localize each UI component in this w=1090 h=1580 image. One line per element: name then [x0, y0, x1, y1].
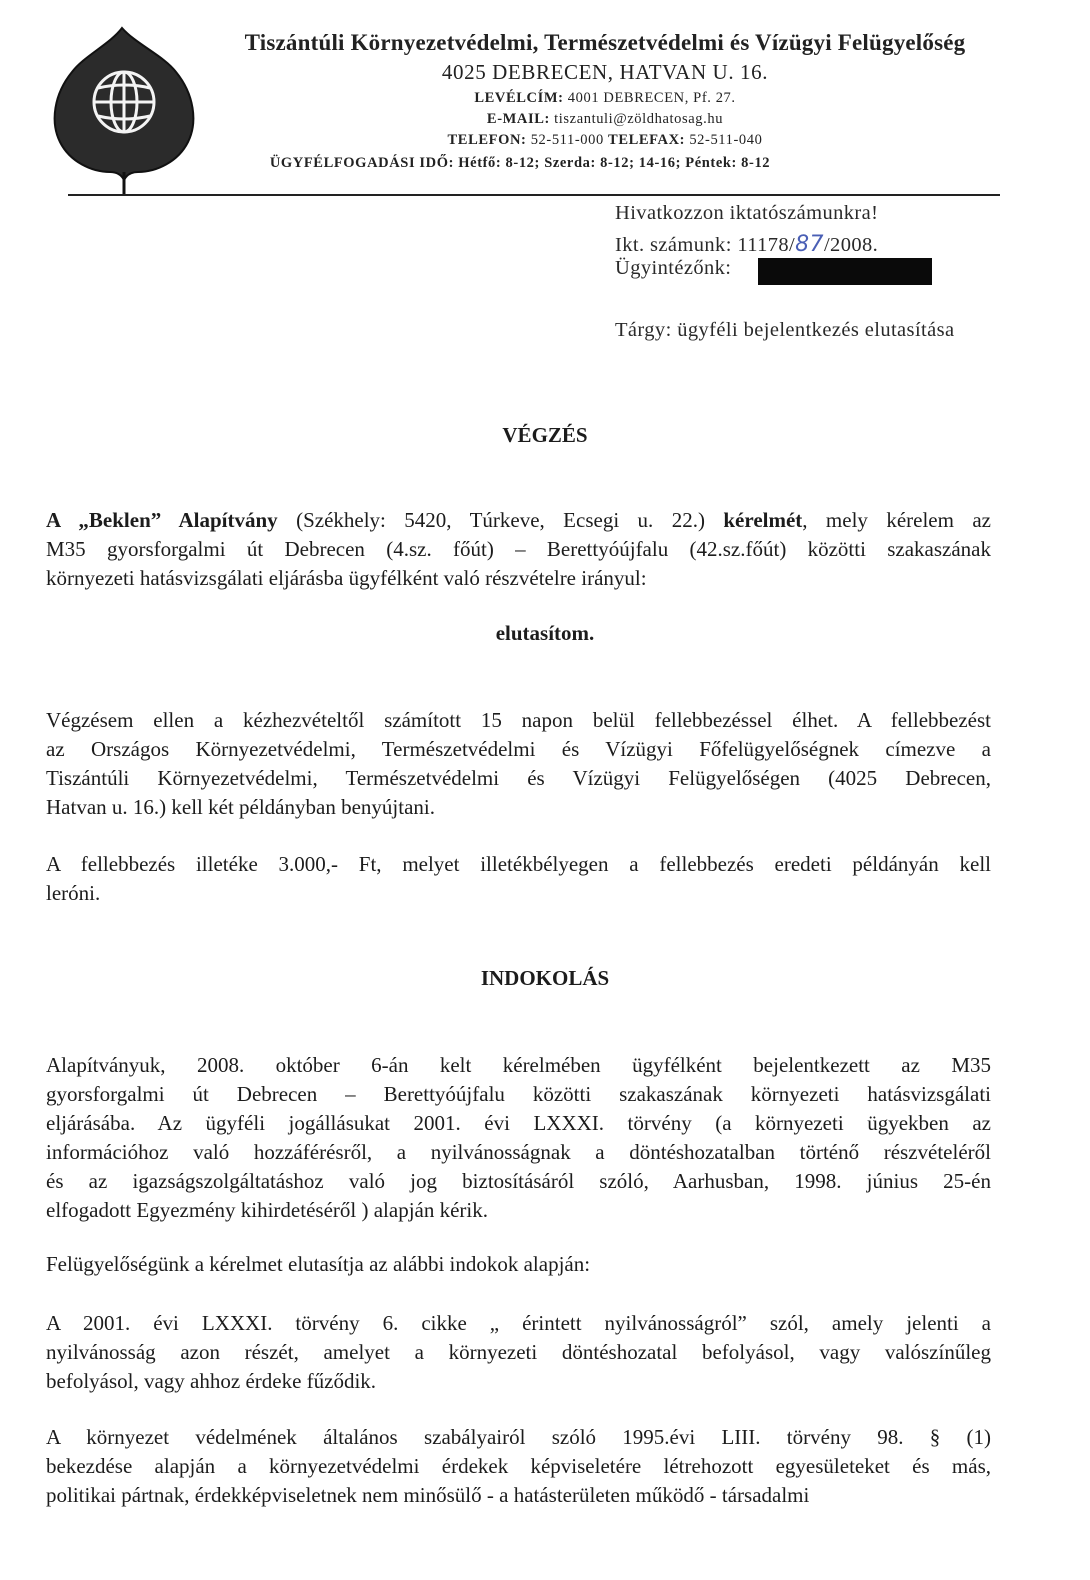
mailing-address [190, 90, 1020, 107]
text-line: információhoz való hozzáférésről, a nyilvánosságnak a döntéshozatalban történő részvételéről [46, 1140, 991, 1164]
text-line: és az igazságszolgáltatáshoz való jog biztosításáról szóló, Aarhusban, 1998. június 25-én [46, 1169, 991, 1193]
article6-paragraph [46, 1309, 991, 1396]
text-line: az Országos Környezetvédelmi, Természetvédelmi és Vízügyi Főfelügyelőségnek címezve a [46, 737, 991, 761]
text-line: Tiszántúli Környezetvédelmi, Természetvédelmi és Vízügyi Felügyelőségen (4025 Debrecen, [46, 766, 991, 790]
text-line: A 2001. évi LXXXI. törvény 6. cikke „ érintett nyilvánosságról” szól, amely jelenti a [46, 1311, 991, 1335]
decision-title: VÉGZÉS [502, 423, 588, 447]
phone-line [190, 132, 1020, 149]
appeal-paragraph [46, 706, 991, 822]
email-line [190, 111, 1020, 128]
text-line: leróni. [46, 881, 101, 905]
dismissal-statement [46, 1250, 991, 1279]
text-line: Végzésem ellen a kézhezvételtől számított 15 napon belül fellebbezéssel élhet. A fellebbezést [46, 708, 991, 732]
text-segment: (Székhely: 5420, Túrkeve, Ecsegi u. 22.) [277, 508, 724, 532]
text-line: M35 gyorsforgalmi út Debrecen (4.sz. főút) – Berettyóújfalu (42.sz.főút) közötti szakaszának [46, 537, 991, 561]
fee-paragraph [46, 850, 991, 908]
text-line [46, 506, 991, 535]
reference-number-prefix: 11178/ [737, 234, 796, 256]
handwritten-number: 87 [795, 232, 824, 257]
reference-instruction: Hivatkozzon iktatószámunkra! [615, 202, 879, 224]
reference-number-label: Ikt. számunk: [615, 234, 732, 256]
law1995-paragraph [46, 1423, 991, 1510]
text-segment: , mely kérelem az [802, 508, 991, 532]
phone-label: TELEFON: [447, 132, 527, 148]
text-line: Alapítványuk, 2008. október 6-án kelt kérelmében ügyfélként bejelentkezett az M35 [46, 1053, 991, 1077]
text-line: környezeti hatásvizsgálati eljárásba ügyfélként való részvételre irányul: [46, 566, 647, 590]
reference-number-suffix: /2008. [823, 234, 879, 256]
bold-text: A „Beklen” Alapítvány [46, 508, 278, 532]
organization-name: Tiszántúli Környezetvédelmi, Természetvédelmi és Vízügyi Felügyelőség [244, 30, 966, 55]
text-line: eljárásába. Az ügyféli jogállásukat 2001. évi LXXXI. törvény (a környezeti ügyekben az [46, 1111, 991, 1135]
fax-label: TELEFAX: [608, 132, 686, 148]
administrator-label: Ügyintézőnk: [615, 257, 732, 279]
hours-label: ÜGYFÉLFOGADÁSI IDŐ: [269, 155, 455, 171]
text-line: gyorsforgalmi út Debrecen – Berettyóújfalu közötti szakaszának környezeti hatásvizsgálati [46, 1082, 991, 1106]
subject-line: Tárgy: ügyféli bejelentkezés elutasítása [615, 319, 955, 341]
decision-paragraph [46, 506, 991, 593]
text-line: elfogadott Egyezmény kihirdetéséről ) alapján kérik. [46, 1198, 488, 1222]
organization-address: 4025 DEBRECEN, HATVAN U. 16. [441, 60, 769, 84]
text-line: A környezet védelmének általános szabályairól szóló 1995.évi LIII. törvény 98. § (1) [46, 1425, 991, 1449]
text-line: befolyásol, vagy ahhoz érdeke fűződik. [46, 1369, 377, 1393]
office-hours [160, 155, 880, 172]
mail-value: 4001 DEBRECEN, Pf. 27. [567, 90, 736, 106]
header-divider [68, 194, 1000, 196]
email-value: tiszantuli@zöldhatosag.hu [554, 111, 724, 127]
redacted-name [758, 258, 932, 285]
dismissal-text: Felügyelőségünk a kérelmet elutasítja az alábbi indokok alapján: [46, 1252, 591, 1276]
bold-text: kérelmét [723, 508, 803, 532]
text-line: bekezdése alapján a környezetvédelmi érdekek képviseletére létrehozott egyesületeket és más, [46, 1454, 991, 1478]
mail-label: LEVÉLCÍM: [474, 90, 564, 106]
text-line: politikai pártnak, érdekképviseletnek nem minősülő - a hatásterületen működő - társadalmi [46, 1483, 810, 1507]
text-line: Hatvan u. 16.) kell két példányban benyújtani. [46, 795, 435, 819]
text-line: nyilvánosság azon részét, amelyet a környezeti döntéshozatal befolyásol, vagy valószínűleg [46, 1340, 991, 1364]
globe-icon [94, 72, 154, 132]
justification-intro [46, 1051, 991, 1225]
phone-value: 52-511-000 [530, 132, 604, 148]
text-line: A fellebbezés illetéke 3.000,- Ft, melyet illetékbélyegen a fellebbezés eredeti példányán kell [46, 852, 991, 876]
email-label: E-MAIL: [486, 111, 550, 127]
decision-verdict: elutasítom. [495, 621, 595, 645]
fax-value: 52-511-040 [689, 132, 763, 148]
justification-title: INDOKOLÁS [480, 966, 610, 990]
reference-number [615, 232, 878, 257]
hours-value: Hétfő: 8-12; Szerda: 8-12; 14-16; Péntek: 8-12 [458, 155, 771, 171]
